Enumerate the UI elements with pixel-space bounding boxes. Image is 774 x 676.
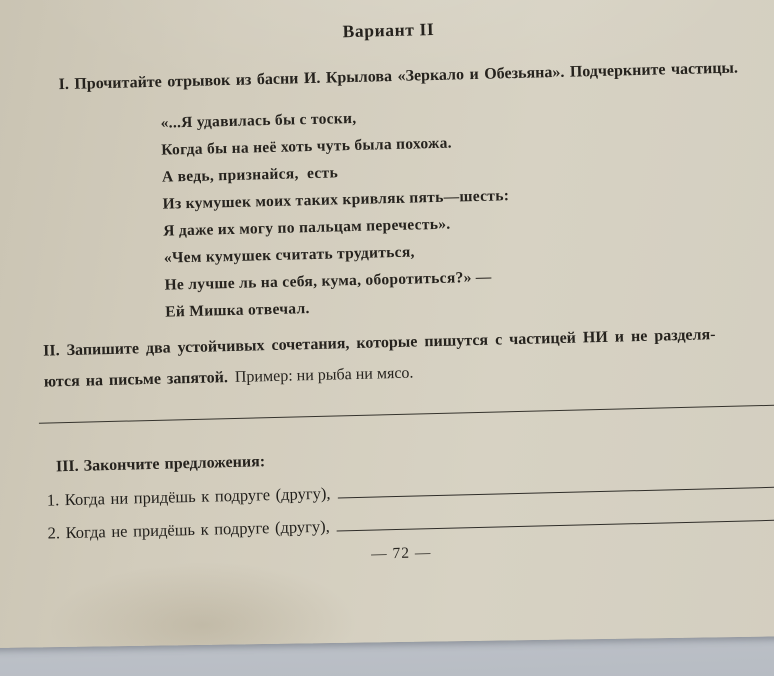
task2-block (43, 316, 774, 398)
task1-heading: I. Прочитайте отрывок из басни И. Крылова «Зеркало и Обезьяна». Подчеркните частицы. (58, 59, 739, 94)
task3-item-2-text: 2. Когда не придёшь к подруге (другу), (47, 516, 330, 543)
poem-line: Ей Мишка отвечал. (165, 300, 310, 321)
poem-line: «...Я удавилась бы с тоски, (160, 109, 357, 132)
task2-heading-continuation: ются на письме запятой. (43, 369, 229, 391)
poem-line: Не лучше ль на себя, кума, оборотиться?» — (164, 268, 492, 294)
poem-line: Из кумушек моих таких кривляк пять—шесть: (162, 187, 510, 213)
task3-item-1-text: 1. Когда ни придёшь к подруге (другу), (46, 483, 331, 510)
task2-heading-line1: II. Запишите два устойчивых сочетания, которые пишутся с частицей НИ и не разделя- (42, 326, 716, 360)
poem-line: «Чем кумушек считать трудиться, (163, 243, 415, 267)
task3-item-2-answer-line (337, 506, 774, 532)
fable-excerpt (160, 101, 512, 325)
task2-answer-line (39, 405, 774, 424)
poem-line: Я даже их могу по пальцам перечесть». (163, 215, 451, 240)
task2-example: Пример: ни рыба ни мясо. (234, 364, 414, 386)
variant-title: Вариант II (342, 18, 435, 42)
poem-line: А ведь, признайся, есть (161, 164, 339, 186)
task3-item-1-answer-line (337, 473, 774, 499)
task3-heading: III. Закончите предложения: (55, 453, 266, 476)
poem-line: Когда бы на неё хоть чуть была похожа. (161, 134, 453, 159)
page-number: — 72 — (370, 544, 432, 563)
task3-item-1 (47, 473, 774, 511)
